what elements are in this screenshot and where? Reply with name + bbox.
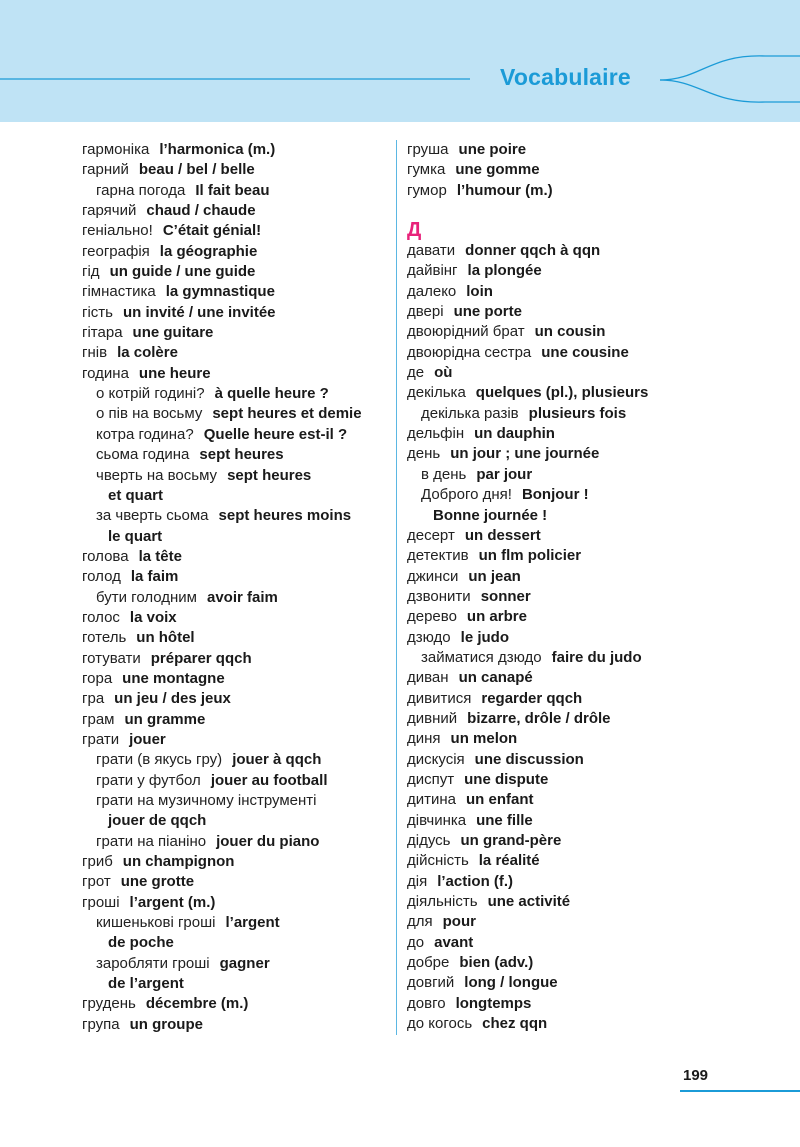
ukrainian-term: гід	[82, 263, 100, 281]
ukrainian-term: двоюрідна сестра	[407, 343, 532, 361]
vocab-entry	[82, 893, 392, 913]
ukrainian-term: джинси	[407, 567, 459, 585]
ukrainian-term: дивний	[407, 709, 458, 727]
ukrainian-term: грам	[82, 710, 115, 728]
ukrainian-term: гумка	[407, 161, 446, 179]
french-translation: un champignon	[122, 853, 235, 871]
french-translation: sept heures	[227, 466, 312, 484]
french-translation: un guide / une guide	[109, 263, 256, 281]
french-translation: l’humour (m.)	[456, 181, 553, 199]
french-translation: regarder qqch	[481, 689, 583, 707]
ukrainian-term: дискусія	[407, 750, 465, 768]
vocab-entry	[407, 322, 797, 342]
vocab-entry	[82, 140, 392, 160]
ukrainian-term: грудень	[82, 995, 136, 1013]
vocab-entry	[82, 547, 392, 567]
french-translation: un invité / une invitée	[123, 303, 276, 321]
french-translation: une fille	[476, 811, 533, 829]
vocab-entry	[82, 811, 392, 831]
vocab-entry	[82, 404, 392, 424]
ukrainian-term: грот	[82, 873, 111, 891]
vocab-entry	[407, 750, 797, 770]
vocab-entry	[407, 973, 797, 993]
ukrainian-term: добре	[407, 954, 450, 972]
section-gap	[407, 201, 797, 215]
vocab-entry	[407, 485, 797, 505]
ukrainian-term: заробляти гроші	[96, 954, 210, 972]
vocabulary-column-left	[82, 140, 392, 1035]
vocabulary-column-right	[407, 140, 797, 1034]
french-translation: quelques (pl.), plusieurs	[475, 384, 649, 402]
french-translation: par jour	[476, 465, 533, 483]
french-translation: longtemps	[455, 994, 532, 1012]
vocab-entry	[407, 770, 797, 790]
french-translation: un dauphin	[474, 425, 555, 443]
french-translation: à quelle heure ?	[214, 385, 329, 403]
ukrainian-term: грати у футбол	[96, 771, 201, 789]
vocab-entry	[407, 851, 797, 871]
french-translation: une activité	[487, 893, 571, 911]
french-translation: la voix	[129, 608, 177, 626]
french-translation: faire du judo	[551, 648, 642, 666]
ukrainian-term: група	[82, 1015, 120, 1033]
ukrainian-term: година	[82, 364, 129, 382]
vocab-entry	[82, 628, 392, 648]
ukrainian-term: довгий	[407, 974, 455, 992]
column-divider	[396, 140, 397, 1035]
ukrainian-term: дія	[407, 872, 428, 890]
vocab-entry	[82, 933, 392, 953]
vocab-entry	[407, 1014, 797, 1034]
ukrainian-term: гриб	[82, 853, 113, 871]
ukrainian-term: кишенькові гроші	[96, 914, 216, 932]
ukrainian-term: гітара	[82, 324, 123, 342]
vocab-entry	[82, 791, 392, 811]
vocab-entry	[407, 506, 797, 526]
french-translation: une porte	[453, 303, 522, 321]
ukrainian-term: котра година?	[96, 425, 194, 443]
vocab-entry	[407, 953, 797, 973]
ukrainian-term: бути голодним	[96, 588, 197, 606]
french-translation: Il fait beau	[195, 181, 270, 199]
french-translation: jouer du piano	[216, 832, 320, 850]
ukrainian-term: в день	[421, 465, 467, 483]
vocab-entry	[407, 282, 797, 302]
french-translation: un jour ; une journée	[450, 445, 600, 463]
vocab-entry	[407, 831, 797, 851]
ukrainian-term: грати (в якусь гру)	[96, 751, 223, 769]
ukrainian-term: гармоніка	[82, 141, 150, 158]
french-translation: loin	[466, 282, 493, 300]
ukrainian-term: дайвінг	[407, 262, 458, 280]
french-translation: un gramme	[124, 710, 206, 728]
page-number: 199	[683, 1067, 709, 1084]
vocab-entry	[407, 668, 797, 688]
vocab-entry	[82, 445, 392, 465]
ukrainian-term: дерево	[407, 608, 457, 626]
vocab-entry	[82, 201, 392, 221]
vocab-entry	[82, 527, 392, 547]
ukrainian-term: детектив	[407, 547, 469, 565]
ukrainian-term: дійсність	[407, 852, 469, 870]
french-translation: le judo	[460, 628, 509, 646]
ukrainian-term: сьома година	[96, 446, 190, 464]
french-translation: une dispute	[464, 770, 549, 788]
vocab-entry	[82, 730, 392, 750]
vocab-entry	[82, 384, 392, 404]
french-translation: bien (adv.)	[459, 954, 534, 972]
vocab-entry	[82, 466, 392, 486]
french-translation: la gymnastique	[165, 283, 275, 301]
ukrainian-term: дитина	[407, 791, 457, 809]
ukrainian-term: дзвонити	[407, 587, 471, 605]
ukrainian-term: гнів	[82, 344, 108, 362]
vocab-entry	[82, 588, 392, 608]
vocab-entry	[82, 506, 392, 526]
vocab-entry	[407, 872, 797, 892]
french-translation: un groupe	[129, 1015, 203, 1033]
vocab-entry	[407, 444, 797, 464]
vocab-entry	[407, 261, 797, 281]
french-translation: une heure	[138, 364, 211, 382]
french-translation: un cousin	[534, 323, 606, 341]
french-translation: Bonne journée !	[433, 506, 548, 524]
ukrainian-term: о пів на восьму	[96, 405, 203, 423]
ukrainian-term: займатися дзюдо	[421, 648, 542, 666]
ukrainian-term: до когось	[407, 1015, 473, 1033]
vocab-entry	[82, 913, 392, 933]
french-translation: l’harmonica (m.)	[159, 141, 276, 158]
vocab-entry	[407, 302, 797, 322]
ukrainian-term: готувати	[82, 649, 141, 667]
ukrainian-term: чверть на восьму	[96, 466, 218, 484]
ukrainian-term: груша	[407, 141, 449, 158]
ukrainian-term: десерт	[407, 526, 455, 544]
french-translation: une cousine	[541, 343, 629, 361]
vocab-entry	[407, 363, 797, 383]
ukrainian-term: дідусь	[407, 832, 451, 849]
vocab-entry	[407, 241, 797, 261]
french-translation: de poche	[108, 934, 174, 952]
french-translation: donner qqch à qqn	[465, 242, 601, 260]
vocab-entry	[407, 567, 797, 587]
vocab-entry	[82, 872, 392, 892]
french-translation: pour	[442, 913, 476, 931]
ukrainian-term: гімнастика	[82, 283, 156, 301]
vocab-entry	[407, 465, 797, 485]
vocab-entry	[82, 343, 392, 363]
ukrainian-term: для	[407, 913, 433, 931]
vocab-entry	[82, 954, 392, 974]
french-translation: un jean	[468, 567, 521, 585]
vocab-entry	[407, 689, 797, 709]
french-translation: jouer de qqch	[108, 812, 207, 830]
vocab-entry	[407, 790, 797, 810]
ukrainian-term: грати на піаніно	[96, 832, 207, 850]
french-translation: la réalité	[478, 852, 540, 870]
vocab-entry	[407, 343, 797, 363]
vocab-entry	[82, 1015, 392, 1035]
ukrainian-term: де	[407, 364, 425, 382]
vocab-entry	[82, 181, 392, 201]
ukrainian-term: давати	[407, 242, 456, 260]
ukrainian-term: до	[407, 933, 425, 951]
ukrainian-term: дівчинка	[407, 811, 467, 829]
vocab-entry	[407, 709, 797, 729]
ukrainian-term: гість	[82, 303, 113, 321]
french-translation: chez qqn	[482, 1015, 548, 1033]
french-translation: décembre (m.)	[145, 995, 249, 1013]
vocab-entry	[407, 628, 797, 648]
vocab-entry	[407, 404, 797, 424]
ukrainian-term: Доброго дня!	[421, 486, 512, 504]
vocab-entry	[407, 912, 797, 932]
vocab-entry	[82, 323, 392, 343]
vocab-entry	[82, 852, 392, 872]
vocab-entry	[82, 567, 392, 587]
vocab-entry	[82, 221, 392, 241]
ukrainian-term: диван	[407, 669, 449, 687]
vocab-entry	[82, 608, 392, 628]
vocab-entry	[407, 383, 797, 403]
vocab-entry	[82, 771, 392, 791]
section-letter: Д	[407, 219, 422, 242]
ukrainian-term: гроші	[82, 893, 120, 911]
vocab-entry	[407, 607, 797, 627]
vocab-entry	[82, 994, 392, 1014]
french-translation: un arbre	[466, 608, 527, 626]
vocab-entry	[407, 892, 797, 912]
french-translation: la faim	[130, 568, 179, 586]
ukrainian-term: диня	[407, 730, 441, 748]
french-translation: une guitare	[132, 324, 214, 342]
vocab-entry	[407, 933, 797, 953]
vocab-entry	[82, 425, 392, 445]
french-translation: de l’argent	[108, 975, 184, 993]
french-translation: la tête	[138, 547, 182, 565]
french-translation: un melon	[450, 730, 518, 748]
ukrainian-term: географія	[82, 242, 150, 260]
vocab-entry	[407, 181, 797, 201]
vocab-entry	[82, 750, 392, 770]
ukrainian-term: декілька	[407, 384, 466, 402]
french-translation: l’argent	[225, 914, 280, 932]
french-translation: Quelle heure est-il ?	[203, 425, 348, 443]
vocab-entry	[82, 242, 392, 262]
french-translation: plusieurs fois	[528, 404, 627, 422]
ukrainian-term: двері	[407, 303, 444, 321]
vocab-entry	[82, 486, 392, 506]
vocab-entry	[82, 160, 392, 180]
ukrainian-term: гра	[82, 690, 105, 708]
ukrainian-term: гарний	[82, 161, 129, 179]
french-translation: un canapé	[458, 669, 533, 687]
ukrainian-term: декілька разів	[421, 404, 519, 422]
french-translation: une poire	[458, 141, 527, 158]
vocab-entry	[407, 994, 797, 1014]
french-translation: l’action (f.)	[437, 872, 514, 890]
ukrainian-term: голова	[82, 547, 129, 565]
french-translation: la colère	[117, 344, 178, 362]
french-translation: sonner	[480, 587, 531, 605]
french-translation: un hôtel	[136, 629, 195, 647]
vocab-entry	[82, 262, 392, 282]
ukrainian-term: гумор	[407, 181, 447, 199]
french-translation: avant	[434, 933, 474, 951]
ukrainian-term: діяльність	[407, 893, 478, 911]
french-translation: beau / bel / belle	[138, 161, 255, 179]
vocab-entry	[82, 282, 392, 302]
french-translation: long / longue	[464, 974, 558, 992]
french-translation: une grotte	[120, 873, 195, 891]
french-translation: gagner	[219, 954, 270, 972]
ukrainian-term: дельфін	[407, 425, 465, 443]
french-translation: une gomme	[455, 161, 540, 179]
french-translation: jouer à qqch	[232, 751, 322, 769]
french-translation: sept heures et demie	[212, 405, 362, 423]
ukrainian-term: дзюдо	[407, 628, 451, 646]
vocab-entry	[407, 811, 797, 831]
ukrainian-term: гора	[82, 669, 113, 687]
french-translation: un grand-père	[460, 832, 562, 849]
french-translation: l’argent (m.)	[129, 893, 216, 911]
vocab-entry	[82, 710, 392, 730]
vocab-entry	[407, 526, 797, 546]
ukrainian-term: голод	[82, 568, 121, 586]
french-translation: chaud / chaude	[146, 202, 256, 220]
vocab-entry	[407, 160, 797, 180]
vocab-entry	[82, 689, 392, 709]
header-swoosh-decoration	[0, 0, 800, 122]
french-translation: jouer	[129, 730, 166, 748]
french-translation: sept heures moins	[218, 507, 352, 525]
french-translation: Bonjour !	[521, 486, 589, 504]
ukrainian-term: грати на музичному інструменті	[96, 792, 317, 809]
vocab-entry	[82, 303, 392, 323]
vocab-entry	[82, 669, 392, 689]
ukrainian-term: за чверть сьома	[96, 507, 209, 525]
ukrainian-term: готель	[82, 629, 127, 647]
ukrainian-term: гарячий	[82, 202, 137, 220]
french-translation: le quart	[108, 527, 163, 545]
ukrainian-term: довго	[407, 994, 446, 1012]
french-translation: bizarre, drôle / drôle	[467, 709, 611, 727]
vocab-entry	[82, 364, 392, 384]
french-translation: un enfant	[466, 791, 534, 809]
french-translation: où	[434, 364, 453, 382]
french-translation: la plongée	[467, 262, 542, 280]
vocab-entry	[407, 546, 797, 566]
ukrainian-term: голос	[82, 608, 120, 626]
vocab-entry	[407, 424, 797, 444]
ukrainian-term: двоюрідний брат	[407, 323, 525, 341]
french-translation: jouer au football	[210, 771, 328, 789]
vocab-entry	[407, 140, 797, 160]
ukrainian-term: диспут	[407, 770, 455, 788]
vocab-entry	[407, 729, 797, 749]
section-title: Vocabulaire	[500, 64, 631, 90]
french-translation: C’était génial!	[162, 222, 262, 240]
vocab-entry	[82, 649, 392, 669]
french-translation: préparer qqch	[150, 649, 252, 667]
vocab-entry	[82, 832, 392, 852]
french-translation: avoir faim	[207, 588, 278, 606]
french-translation: un jeu / des jeux	[114, 690, 231, 708]
ukrainian-term: дивитися	[407, 689, 472, 707]
ukrainian-term: геніально!	[82, 222, 153, 240]
footer-rule	[680, 1090, 800, 1092]
ukrainian-term: о котрій годині?	[96, 385, 205, 403]
vocab-entry	[82, 974, 392, 994]
ukrainian-term: далеко	[407, 282, 457, 300]
vocab-entry	[407, 648, 797, 668]
french-translation: une montagne	[122, 669, 225, 687]
french-translation: une discussion	[474, 750, 584, 768]
french-translation: un dessert	[464, 526, 541, 544]
ukrainian-term: грати	[82, 730, 120, 748]
ukrainian-term: гарна погода	[96, 181, 186, 199]
french-translation: un flm policier	[478, 547, 582, 565]
french-translation: la géographie	[159, 242, 258, 260]
french-translation: sept heures	[199, 446, 284, 464]
ukrainian-term: день	[407, 445, 441, 463]
french-translation: et quart	[108, 486, 164, 504]
vocab-entry	[407, 587, 797, 607]
